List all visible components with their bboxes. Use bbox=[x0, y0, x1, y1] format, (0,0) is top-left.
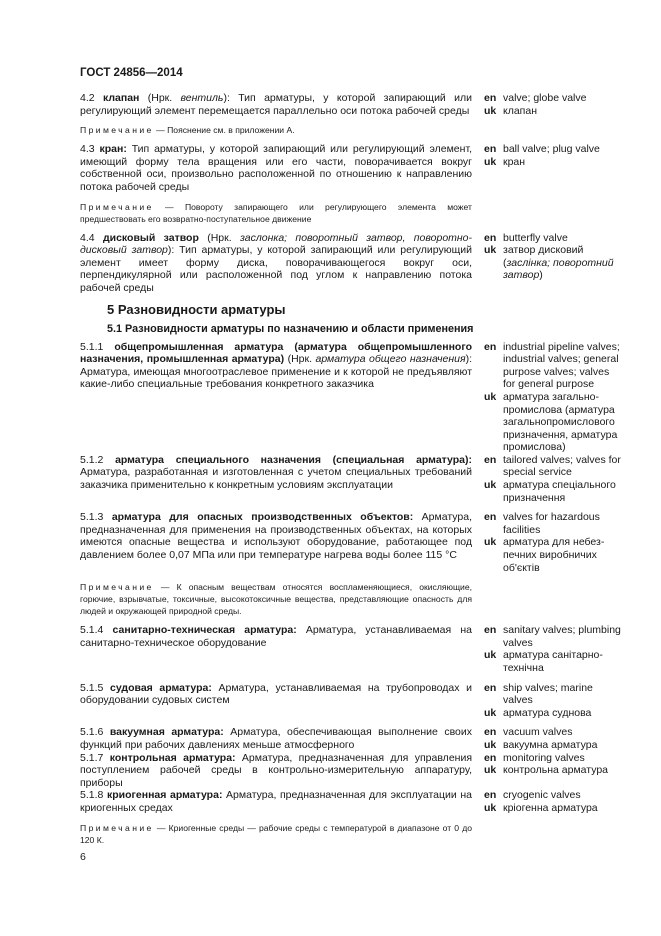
translation-uk-text bbox=[503, 649, 624, 674]
translation-en bbox=[484, 143, 624, 156]
term-entry bbox=[80, 682, 625, 720]
lang-code-en: en bbox=[484, 143, 497, 156]
translation-uk-text bbox=[503, 156, 624, 169]
term-definition bbox=[80, 454, 472, 504]
translation-uk-part: арматура суднова bbox=[503, 706, 592, 719]
translation-uk-text bbox=[503, 536, 624, 574]
translation-en-text: valves for hazardous facilities bbox=[503, 511, 600, 536]
translation-uk-part: ) bbox=[539, 269, 543, 282]
translations bbox=[484, 341, 624, 454]
term-entry bbox=[80, 726, 625, 751]
term-number: 5.1.1 bbox=[80, 340, 104, 353]
term-entry bbox=[80, 232, 625, 295]
term-definition bbox=[80, 232, 472, 295]
term-definition bbox=[80, 143, 472, 193]
translation-uk bbox=[484, 244, 624, 282]
translations bbox=[484, 92, 624, 117]
term-definition bbox=[80, 789, 472, 814]
term-name: арматура специального назначения (специальная арматура): bbox=[115, 453, 473, 466]
translation-en bbox=[484, 511, 624, 536]
term-number: 4.3 bbox=[80, 143, 95, 156]
translation-uk-text bbox=[503, 244, 624, 282]
translations bbox=[484, 726, 624, 751]
translation-en-text: tailored valves; valves for special service bbox=[503, 453, 621, 479]
lang-code-en: en bbox=[484, 92, 497, 104]
translations bbox=[484, 511, 624, 574]
translations bbox=[484, 752, 624, 790]
term-definition bbox=[80, 752, 472, 790]
translation-uk bbox=[484, 739, 624, 752]
term-name: клапан bbox=[102, 92, 140, 104]
translation-uk-part: клапан bbox=[503, 104, 538, 117]
translation-uk-part: контрольна арматура bbox=[503, 764, 609, 777]
definition-text: Тип арматуры, у которой запирающий или регулирующий элемент, имеющий форму тела вращения или его части, поворачивается вокруг собственной оси, произвольно расположенной по отношению к направлению потока рабочей среды bbox=[80, 143, 473, 193]
lang-code-uk: uk bbox=[484, 706, 497, 719]
lang-code-uk: uk bbox=[484, 801, 497, 814]
term-name: контрольная арматура: bbox=[109, 751, 236, 764]
term-name: вакуумная арматура: bbox=[109, 726, 224, 739]
term-number: 5.1.5 bbox=[80, 681, 104, 694]
lang-code-uk: uk bbox=[484, 536, 497, 549]
term-entry bbox=[80, 752, 625, 790]
section-heading: 5 Разновидности арматуры bbox=[107, 301, 286, 317]
translation-en-text: ball valve; plug valve bbox=[503, 143, 600, 156]
translation-en bbox=[484, 92, 624, 105]
lang-code-uk: uk bbox=[484, 479, 497, 492]
note bbox=[80, 822, 472, 846]
translation-en bbox=[484, 454, 624, 479]
document-body bbox=[80, 92, 625, 853]
translation-uk-part: кріогенна арматура bbox=[503, 801, 598, 814]
translations bbox=[484, 624, 624, 674]
definition-text: ): Арматура, имеющая многоотраслевое применение и к которой не предъявляют какие-либо специальные требования конкретного заказчика bbox=[80, 353, 472, 391]
note-text: — К опасным веществам относятся воспламеняющиеся, окисляющие, горючие, взрывчатые, токсичные, высокотоксичные вещества, представляющие опасность для людей и окружающей природной среды. bbox=[80, 582, 472, 617]
lang-code-uk: uk bbox=[484, 649, 497, 662]
term-deprecated: арматура общего назначения bbox=[315, 353, 466, 366]
term-definition bbox=[80, 341, 472, 454]
translation-uk-text bbox=[503, 391, 624, 454]
lang-code-en: en bbox=[484, 453, 497, 466]
translations bbox=[484, 143, 624, 193]
translation-en-text: valve; globe valve bbox=[503, 92, 587, 104]
lang-code-en: en bbox=[484, 751, 497, 764]
term-name: кран: bbox=[99, 143, 127, 156]
term-entry bbox=[80, 789, 625, 814]
definition-text: Арматура, обеспечивающая выполнение своих функций при рабочих давлениях меньше атмосферного bbox=[80, 726, 472, 751]
term-definition bbox=[80, 624, 472, 674]
note bbox=[80, 201, 472, 225]
definition-text: Арматура, предназначенная для эксплуатации на криогенных средах bbox=[80, 789, 472, 814]
definition-text: ): Тип арматуры, у которой запирающий или регулирующий элемент имеет форму диска, поворачивающегося вокруг оси, перпендикулярной или расположенной под углом к направлению потока рабочей среды bbox=[80, 244, 472, 294]
term-number: 5.1.4 bbox=[80, 624, 104, 637]
definition-text: (Нрк. bbox=[284, 353, 316, 366]
translation-uk-part: арматура для небезпечних виробничих об'єктів bbox=[503, 536, 605, 574]
translations bbox=[484, 789, 624, 814]
translation-en bbox=[484, 682, 624, 707]
translation-en bbox=[484, 624, 624, 649]
definition-text: Арматура, предназначенная для управления поступлением рабочей среды в контрольно-измерительную аппаратуру, приборы bbox=[80, 751, 473, 789]
translation-uk-text bbox=[503, 802, 624, 815]
page-number: 6 bbox=[80, 851, 86, 863]
translation-uk-part: затвор дисковий ( bbox=[503, 244, 584, 269]
note-label: Примечание bbox=[80, 201, 154, 212]
translation-uk-part: арматура загальнопромислова (арматура загальнопромислового призначення, арматура промислова) bbox=[503, 390, 618, 454]
term-deprecated: вентиль bbox=[180, 92, 224, 104]
translation-uk bbox=[484, 391, 624, 454]
note bbox=[80, 581, 472, 617]
definition-text: (Нрк. bbox=[139, 92, 181, 104]
term-entry bbox=[80, 511, 625, 574]
definition-text: ): Тип арматуры, у которой запирающий или регулирующий элемент перемещается параллельно оси потока рабочей среды bbox=[80, 92, 473, 117]
translation-en-text: cryogenic valves bbox=[503, 789, 581, 802]
translation-en-text: vacuum valves bbox=[503, 726, 573, 739]
translation-uk-text bbox=[503, 479, 624, 504]
term-number: 5.1.2 bbox=[80, 453, 104, 466]
note bbox=[80, 124, 472, 136]
term-number: 5.1.6 bbox=[80, 726, 104, 739]
definition-text: Арматура, разработанная и изготовленная с учетом специальных требований заказчика применительно к конкретным условиям эксплуатации bbox=[80, 466, 472, 492]
translation-uk bbox=[484, 649, 624, 674]
note-label: Примечание bbox=[80, 582, 154, 593]
translation-uk bbox=[484, 479, 624, 504]
note-text: — Пояснение см. в приложении А. bbox=[153, 125, 295, 136]
lang-code-en: en bbox=[484, 789, 497, 802]
lang-code-uk: uk bbox=[484, 244, 497, 257]
translation-uk bbox=[484, 802, 624, 815]
translation-en bbox=[484, 752, 624, 765]
definition-text: Арматура, устанавливаемая на трубопроводах и оборудовании судовых систем bbox=[80, 681, 473, 707]
document-header: ГОСТ 24856—2014 bbox=[80, 67, 183, 79]
translation-uk-part: арматура санітарно-технічна bbox=[503, 649, 603, 674]
translation-uk-part: заслінка; поворотний затвор bbox=[503, 256, 614, 282]
lang-code-uk: uk bbox=[484, 155, 497, 168]
translation-en-text: industrial pipeline valves; industrial valves; general purpose valves; valves for general purpose bbox=[503, 340, 620, 391]
term-name: дисковый затвор bbox=[102, 231, 199, 244]
term-number: 4.4 bbox=[80, 231, 95, 244]
term-definition bbox=[80, 511, 472, 574]
term-entry bbox=[80, 143, 625, 193]
translations bbox=[484, 682, 624, 720]
term-entry bbox=[80, 624, 625, 674]
translation-en-text: ship valves; marine valves bbox=[503, 681, 593, 707]
definition-text: Арматура, предназначенная для применения на производственных объектах, на которых имеются опасные вещества и используют оборудование, работающее под давлением более 0,07 МПа или при температуре нагрева воды более 115 °С bbox=[80, 511, 473, 562]
term-definition bbox=[80, 92, 472, 117]
translation-en-text: sanitary valves; plumbing valves bbox=[503, 624, 621, 649]
translation-uk bbox=[484, 764, 624, 777]
term-name: арматура для опасных производственных объектов: bbox=[111, 511, 414, 524]
note-text: — Повороту запирающего или регулирующего элемента может предшествовать его возвратно-поступательное движение bbox=[80, 201, 472, 224]
term-name: общепромышленная арматура (арматура общепромышленного назначения, промышленная арматура) bbox=[80, 340, 472, 366]
translation-uk-part: арматура спеціального призначення bbox=[503, 479, 616, 504]
lang-code-uk: uk bbox=[484, 738, 497, 751]
translation-uk bbox=[484, 707, 624, 720]
translation-uk bbox=[484, 156, 624, 169]
term-number: 5.1.3 bbox=[80, 511, 104, 524]
term-deprecated: заслонка; поворотный затвор, поворотно-дисковый затвор bbox=[80, 231, 473, 257]
definition-text: Арматура, устанавливаемая на санитарно-техническое оборудование bbox=[80, 624, 472, 649]
translation-en bbox=[484, 726, 624, 739]
translation-en bbox=[484, 341, 624, 391]
lang-code-en: en bbox=[484, 624, 497, 637]
term-name: санитарно-техническая арматура: bbox=[112, 624, 297, 637]
term-number: 4.2 bbox=[80, 92, 95, 104]
translation-uk-text bbox=[503, 707, 624, 720]
lang-code-en: en bbox=[484, 231, 497, 244]
translation-en bbox=[484, 789, 624, 802]
lang-code-uk: uk bbox=[484, 764, 497, 777]
translation-uk-part: вакуумна арматура bbox=[503, 738, 598, 751]
lang-code-uk: uk bbox=[484, 390, 497, 403]
translations bbox=[484, 454, 624, 504]
translation-uk-text bbox=[503, 105, 624, 118]
translation-uk bbox=[484, 105, 624, 118]
lang-code-uk: uk bbox=[484, 104, 497, 117]
translation-en bbox=[484, 232, 624, 245]
translation-en-text: monitoring valves bbox=[503, 751, 585, 764]
translation-uk-text bbox=[503, 764, 624, 777]
lang-code-en: en bbox=[484, 726, 497, 739]
term-name: судовая арматура: bbox=[110, 681, 212, 694]
lang-code-en: en bbox=[484, 340, 497, 353]
lang-code-en: en bbox=[484, 511, 497, 524]
translations bbox=[484, 232, 624, 295]
note-text: — Криогенные среды — рабочие среды с температурой в диапазоне от 0 до 120 К. bbox=[80, 822, 472, 845]
note-label: Примечание bbox=[80, 822, 154, 833]
term-entry bbox=[80, 92, 625, 117]
lang-code-en: en bbox=[484, 681, 497, 694]
definition-text: (Нрк. bbox=[198, 231, 240, 244]
term-name: криогенная арматура: bbox=[106, 789, 223, 802]
translation-uk bbox=[484, 536, 624, 574]
term-number: 5.1.8 bbox=[80, 789, 104, 802]
term-entry bbox=[80, 454, 625, 504]
term-entry bbox=[80, 341, 625, 454]
term-definition bbox=[80, 726, 472, 751]
term-definition bbox=[80, 682, 472, 720]
translation-uk-text bbox=[503, 739, 624, 752]
translation-uk-part: кран bbox=[503, 155, 526, 168]
subsection-heading: 5.1 Разновидности арматуры по назначению и области применения bbox=[107, 322, 474, 335]
note-label: Примечание bbox=[80, 125, 154, 136]
term-number: 5.1.7 bbox=[80, 751, 104, 764]
translation-en-text: butterfly valve bbox=[503, 231, 568, 244]
